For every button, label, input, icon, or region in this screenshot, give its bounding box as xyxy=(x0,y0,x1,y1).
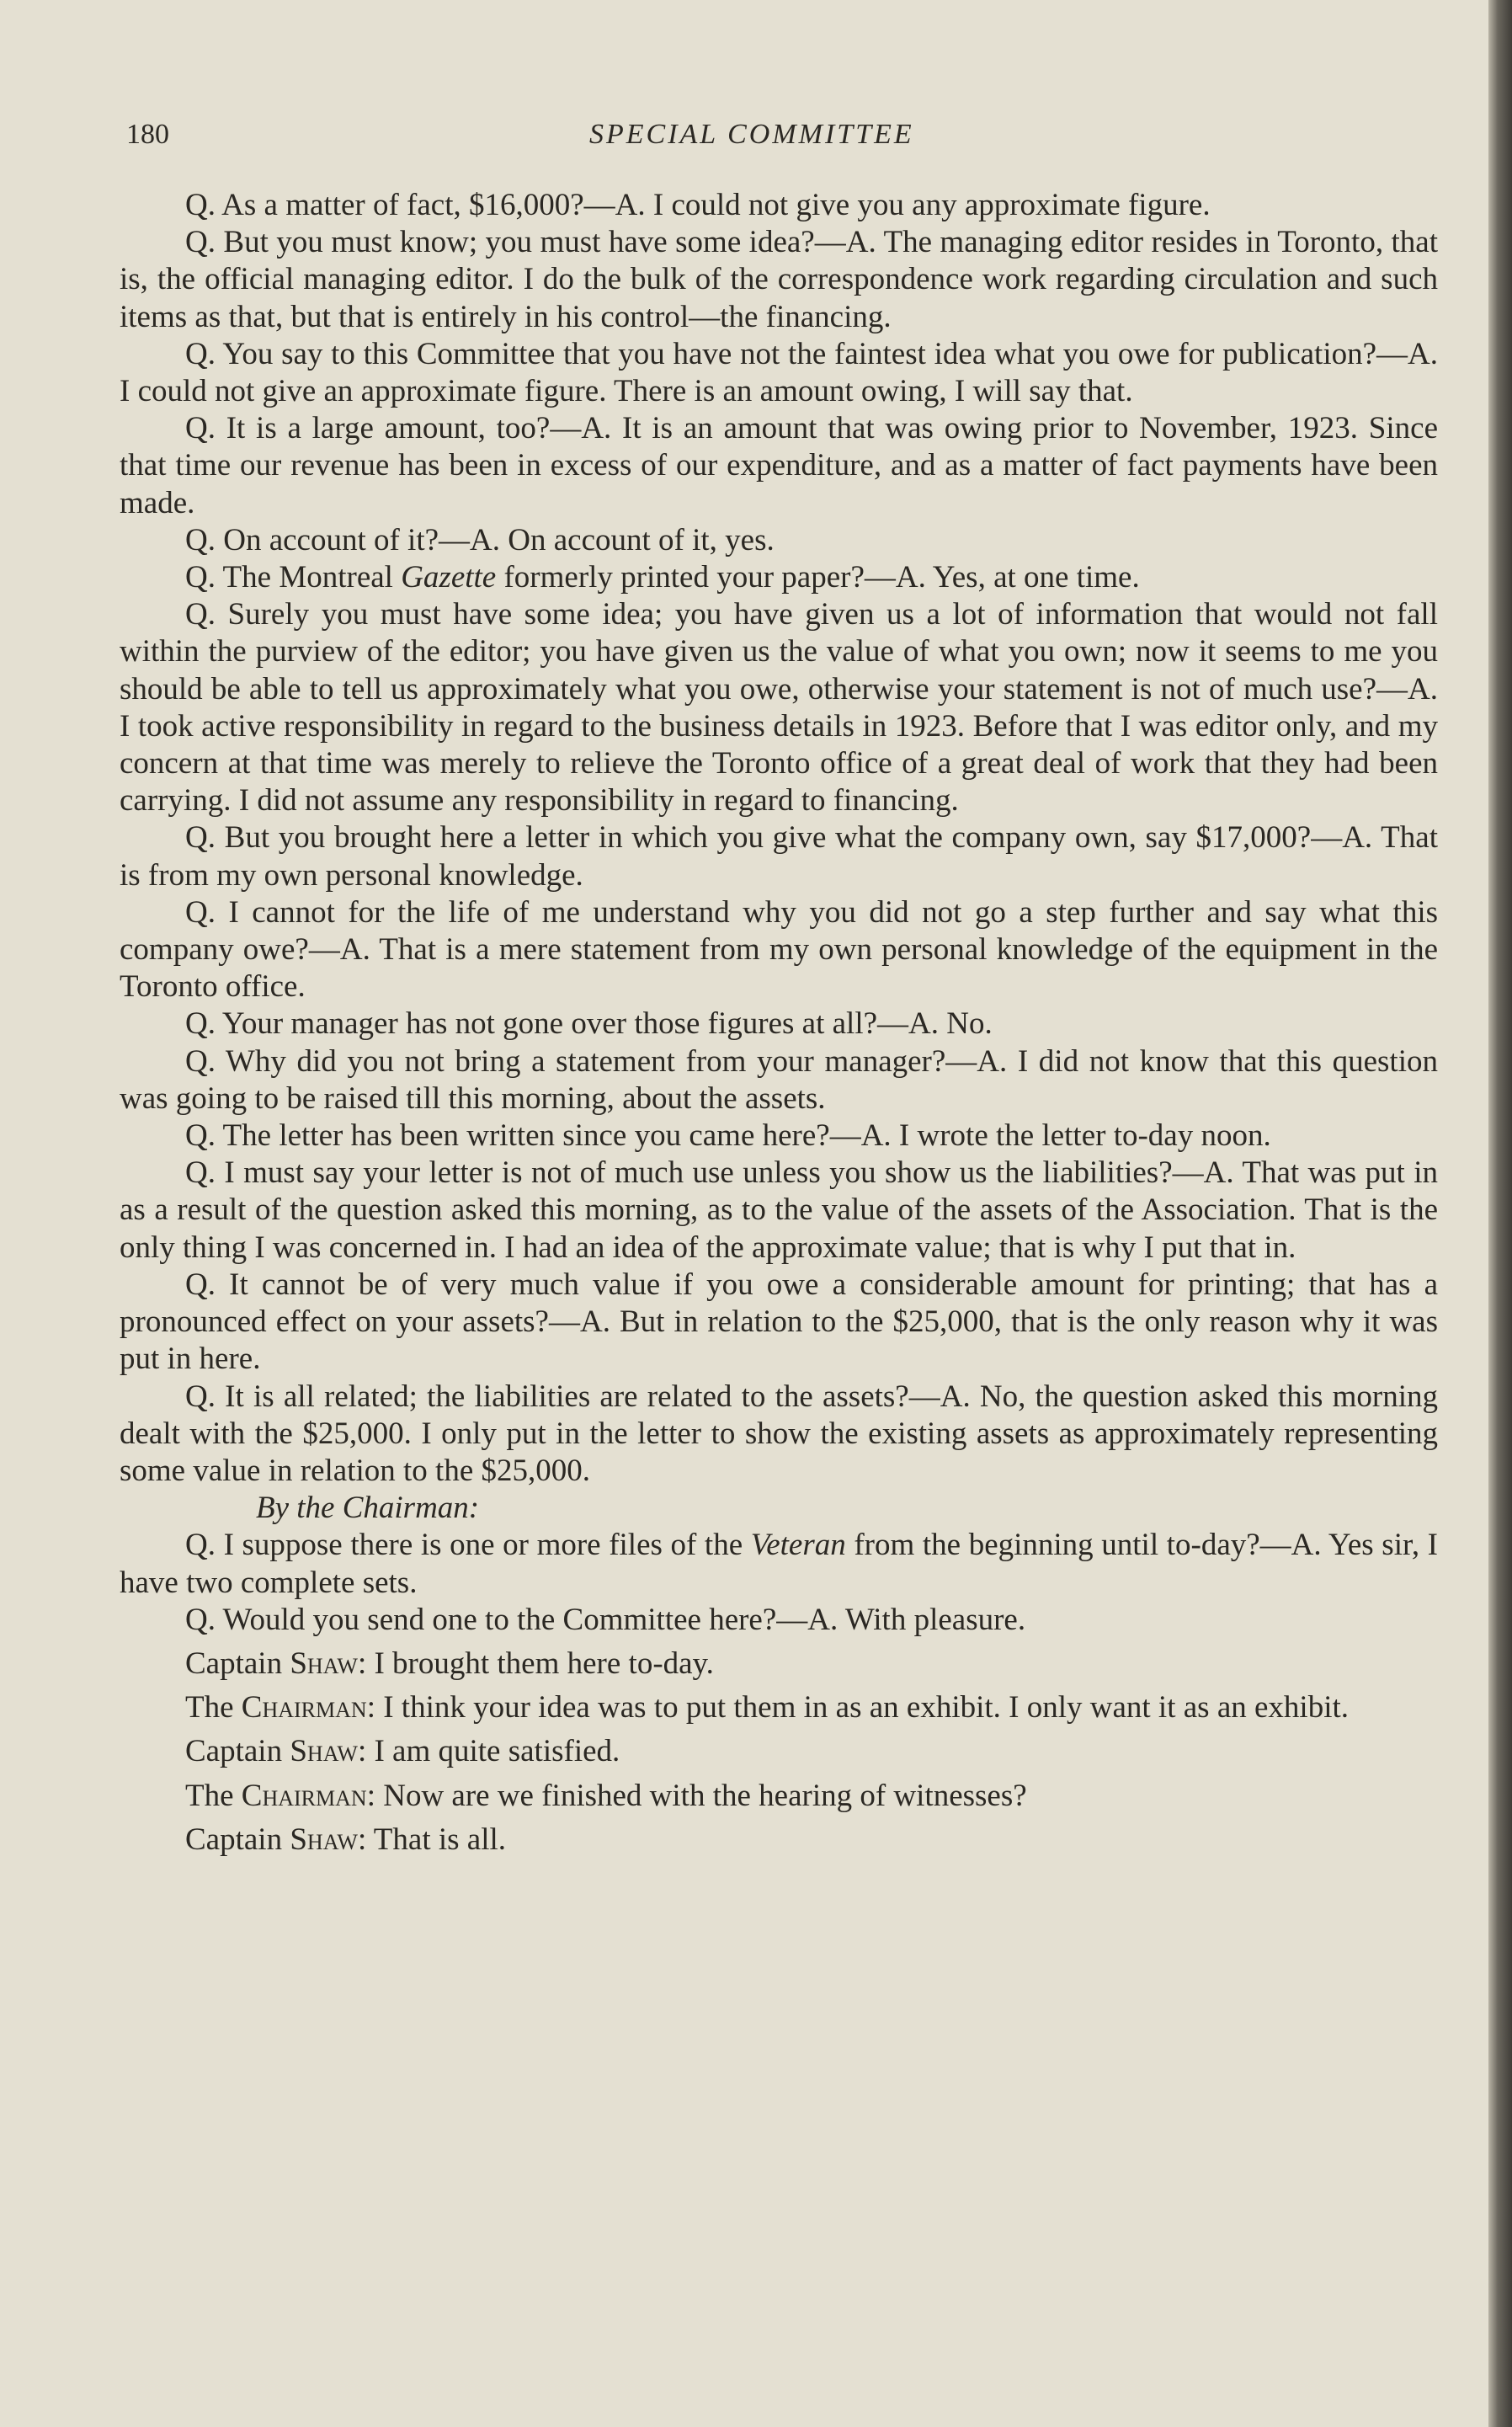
speech-line xyxy=(120,1778,1438,1815)
speaker-name: Shaw xyxy=(290,1734,358,1769)
paragraph: Q. Surely you must have some idea; you have given us a lot of information that would not fall within the purview of the editor; you have given us the value of what you own; now it seems to me you should be able to tell us approximately what you owe, otherwise your statement is not of much use?—A. I took active responsibility in regard to the business details in 1923. Before that I was editor only, and my concern at that time was merely to relieve the Toronto office of a great deal of work that they had been carrying. I did not assume any responsibility in regard to financing. xyxy=(120,597,1438,819)
speaker-prefix: Captain xyxy=(185,1646,290,1681)
paragraph: Q. But you brought here a letter in which you give what the company own, say $17,000?—A. That is from my own personal knowledge. xyxy=(120,820,1438,893)
paragraph xyxy=(120,1527,1438,1601)
paragraph-text: Q. The Montreal xyxy=(185,560,402,595)
newspaper-title: Veteran xyxy=(750,1528,846,1563)
speaker-prefix: The xyxy=(185,1778,242,1813)
paragraph: Q. As a matter of fact, $16,000?—A. I could not give you any approximate figure. xyxy=(185,188,1211,222)
speaker-name: Shaw xyxy=(290,1646,358,1681)
paragraph: Q. The letter has been written since you came here?—A. I wrote the letter to-day noon. xyxy=(185,1118,1271,1154)
paragraph: Q. You say to this Committee that you have not the faintest idea what you owe for publication?—A. I could not give an approximate figure. There is an amount owing, I will say that. xyxy=(120,336,1438,409)
paragraph: Q. It cannot be of very much value if you owe a considerable amount for printing; that has a pronounced effect on your assets?—A. But in relation to the $25,000, that is the only reason why it was put in here. xyxy=(120,1267,1438,1377)
paragraph-text: from the beginning until to-day?—A. Yes sir, I have two complete sets. xyxy=(120,1528,1438,1600)
speaker-prefix: The xyxy=(185,1690,242,1726)
speaker-prefix: Captain xyxy=(185,1734,290,1769)
page-header xyxy=(126,115,1440,155)
section-heading: By the Chairman: xyxy=(256,1491,480,1526)
running-title: SPECIAL COMMITTEE xyxy=(589,119,914,150)
speech-line xyxy=(120,1646,1438,1683)
paragraph xyxy=(120,559,1438,596)
paragraph-text: formerly printed your paper?—A. Yes, at one time. xyxy=(496,560,1140,595)
paragraph: Q. But you must know; you must have some idea?—A. The managing editor resides in Toronto, that is, the official managing editor. I do the bulk of the correspondence work regarding circulation and such items as that, but that is entirely in his control—the financing. xyxy=(120,225,1438,334)
paragraph: Q. It is a large amount, too?—A. It is an amount that was owing prior to November, 1923. Since that time our revenue has been in excess of our expenditure, and as a matter of fact payments have been made. xyxy=(120,411,1438,520)
speech-text: : Now are we finished with the hearing of witnesses? xyxy=(366,1778,1027,1813)
paragraph: Q. On account of it?—A. On account of it, yes. xyxy=(185,522,775,557)
paragraph: Q. Your manager has not gone over those figures at all?—A. No. xyxy=(185,1006,993,1042)
speech-line xyxy=(120,1822,1438,1859)
speech-line xyxy=(120,1689,1438,1726)
page-body xyxy=(120,187,1438,1859)
speech-text: : That is all. xyxy=(357,1822,507,1857)
book-spine-edge xyxy=(1488,0,1512,2427)
speaker-prefix: Captain xyxy=(185,1822,290,1857)
paragraph: Q. Why did you not bring a statement from your manager?—A. I did not know that this question was going to be raised till this morning, about the assets. xyxy=(120,1043,1438,1116)
page-number: 180 xyxy=(126,119,169,150)
speech-line xyxy=(120,1733,1438,1770)
speaker-name: Chairman xyxy=(241,1690,367,1726)
paragraph: Q. I cannot for the life of me understand why you did not go a step further and say what this company owe?—A. That is a mere statement from my own personal knowledge of the equipment in the Toronto office. xyxy=(120,894,1438,1005)
speech-text: : I am quite satisfied. xyxy=(357,1734,620,1769)
speaker-name: Chairman xyxy=(241,1778,367,1813)
paragraph-text: Q. I suppose there is one or more files of the xyxy=(185,1528,751,1563)
paragraph: Q. It is all related; the liabilities are related to the assets?—A. No, the question asked this morning dealt with the $25,000. I only put in the letter to show the existing assets as approximately representing some value in relation to the $25,000. xyxy=(120,1379,1438,1488)
newspaper-title: Gazette xyxy=(401,560,497,595)
speech-text: : I think your idea was to put them in as an exhibit. I only want it as an exhibit. xyxy=(366,1690,1350,1726)
paragraph: Q. Would you send one to the Committee here?—A. With pleasure. xyxy=(185,1602,1026,1637)
paragraph: Q. I must say your letter is not of much use unless you show us the liabilities?—A. That was put in as a result of the question asked this morning, as to the value of the assets of the Association. That is the only thing I was concerned in. I had an idea of the approximate value; that is why I put that in. xyxy=(120,1155,1438,1265)
speaker-name: Shaw xyxy=(290,1822,358,1857)
speech-text: : I brought them here to-day. xyxy=(357,1646,714,1681)
